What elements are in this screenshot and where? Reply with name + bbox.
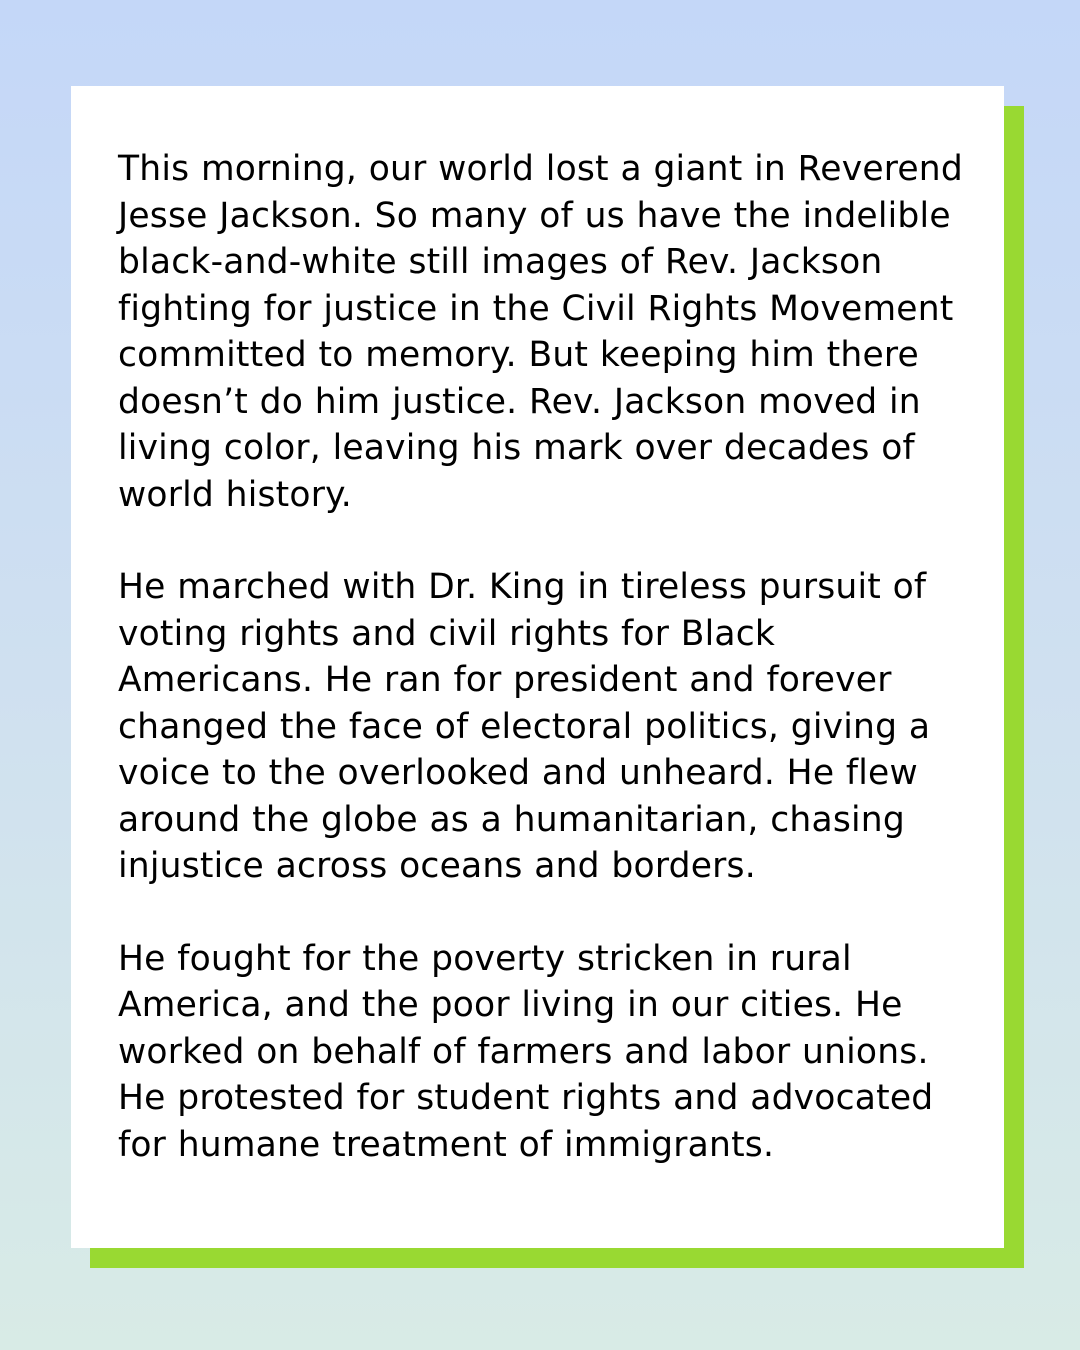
text-line: for humane treatment of immigrants. bbox=[118, 1124, 775, 1165]
text-line: He fought for the poverty stricken in rural bbox=[118, 938, 852, 979]
text-line: Americans. He ran for president and forever bbox=[118, 660, 892, 700]
text-line: America, and the poor living in our cities. He bbox=[118, 985, 903, 1025]
text-line: fighting for justice in the Civil Rights Movement bbox=[118, 288, 954, 329]
text-line: around the globe as a humanitarian, chasing bbox=[118, 799, 905, 840]
text-line: world history. bbox=[118, 474, 352, 515]
text-line: changed the face of electoral politics, giving a bbox=[118, 706, 931, 747]
text-line: living color, leaving his mark over decades of bbox=[118, 428, 915, 468]
text-line: injustice across oceans and borders. bbox=[118, 846, 756, 886]
text-line: doesn’t do him justice. Rev. Jackson moved in bbox=[118, 381, 921, 422]
text-line: worked on behalf of farmers and labor unions. bbox=[118, 1031, 929, 1072]
text-line: voting rights and civil rights for Black bbox=[118, 613, 776, 654]
paragraph-2 bbox=[118, 564, 964, 890]
text-line: He marched with Dr. King in tireless pursuit of bbox=[118, 567, 927, 607]
text-line: committed to memory. But keeping him there bbox=[118, 335, 919, 375]
paragraph-3 bbox=[118, 936, 964, 1169]
text-line: voice to the overlooked and unheard. He flew bbox=[118, 753, 918, 793]
paragraph-1 bbox=[118, 146, 964, 518]
text-line: Jesse Jackson. So many of us have the indelible bbox=[118, 195, 951, 236]
text-line: This morning, our world lost a giant in Reverend bbox=[118, 149, 963, 189]
text-card bbox=[71, 86, 1004, 1248]
text-line: black-and-white still images of Rev. Jackson bbox=[118, 242, 883, 282]
text-line: He protested for student rights and advocated bbox=[118, 1078, 934, 1118]
